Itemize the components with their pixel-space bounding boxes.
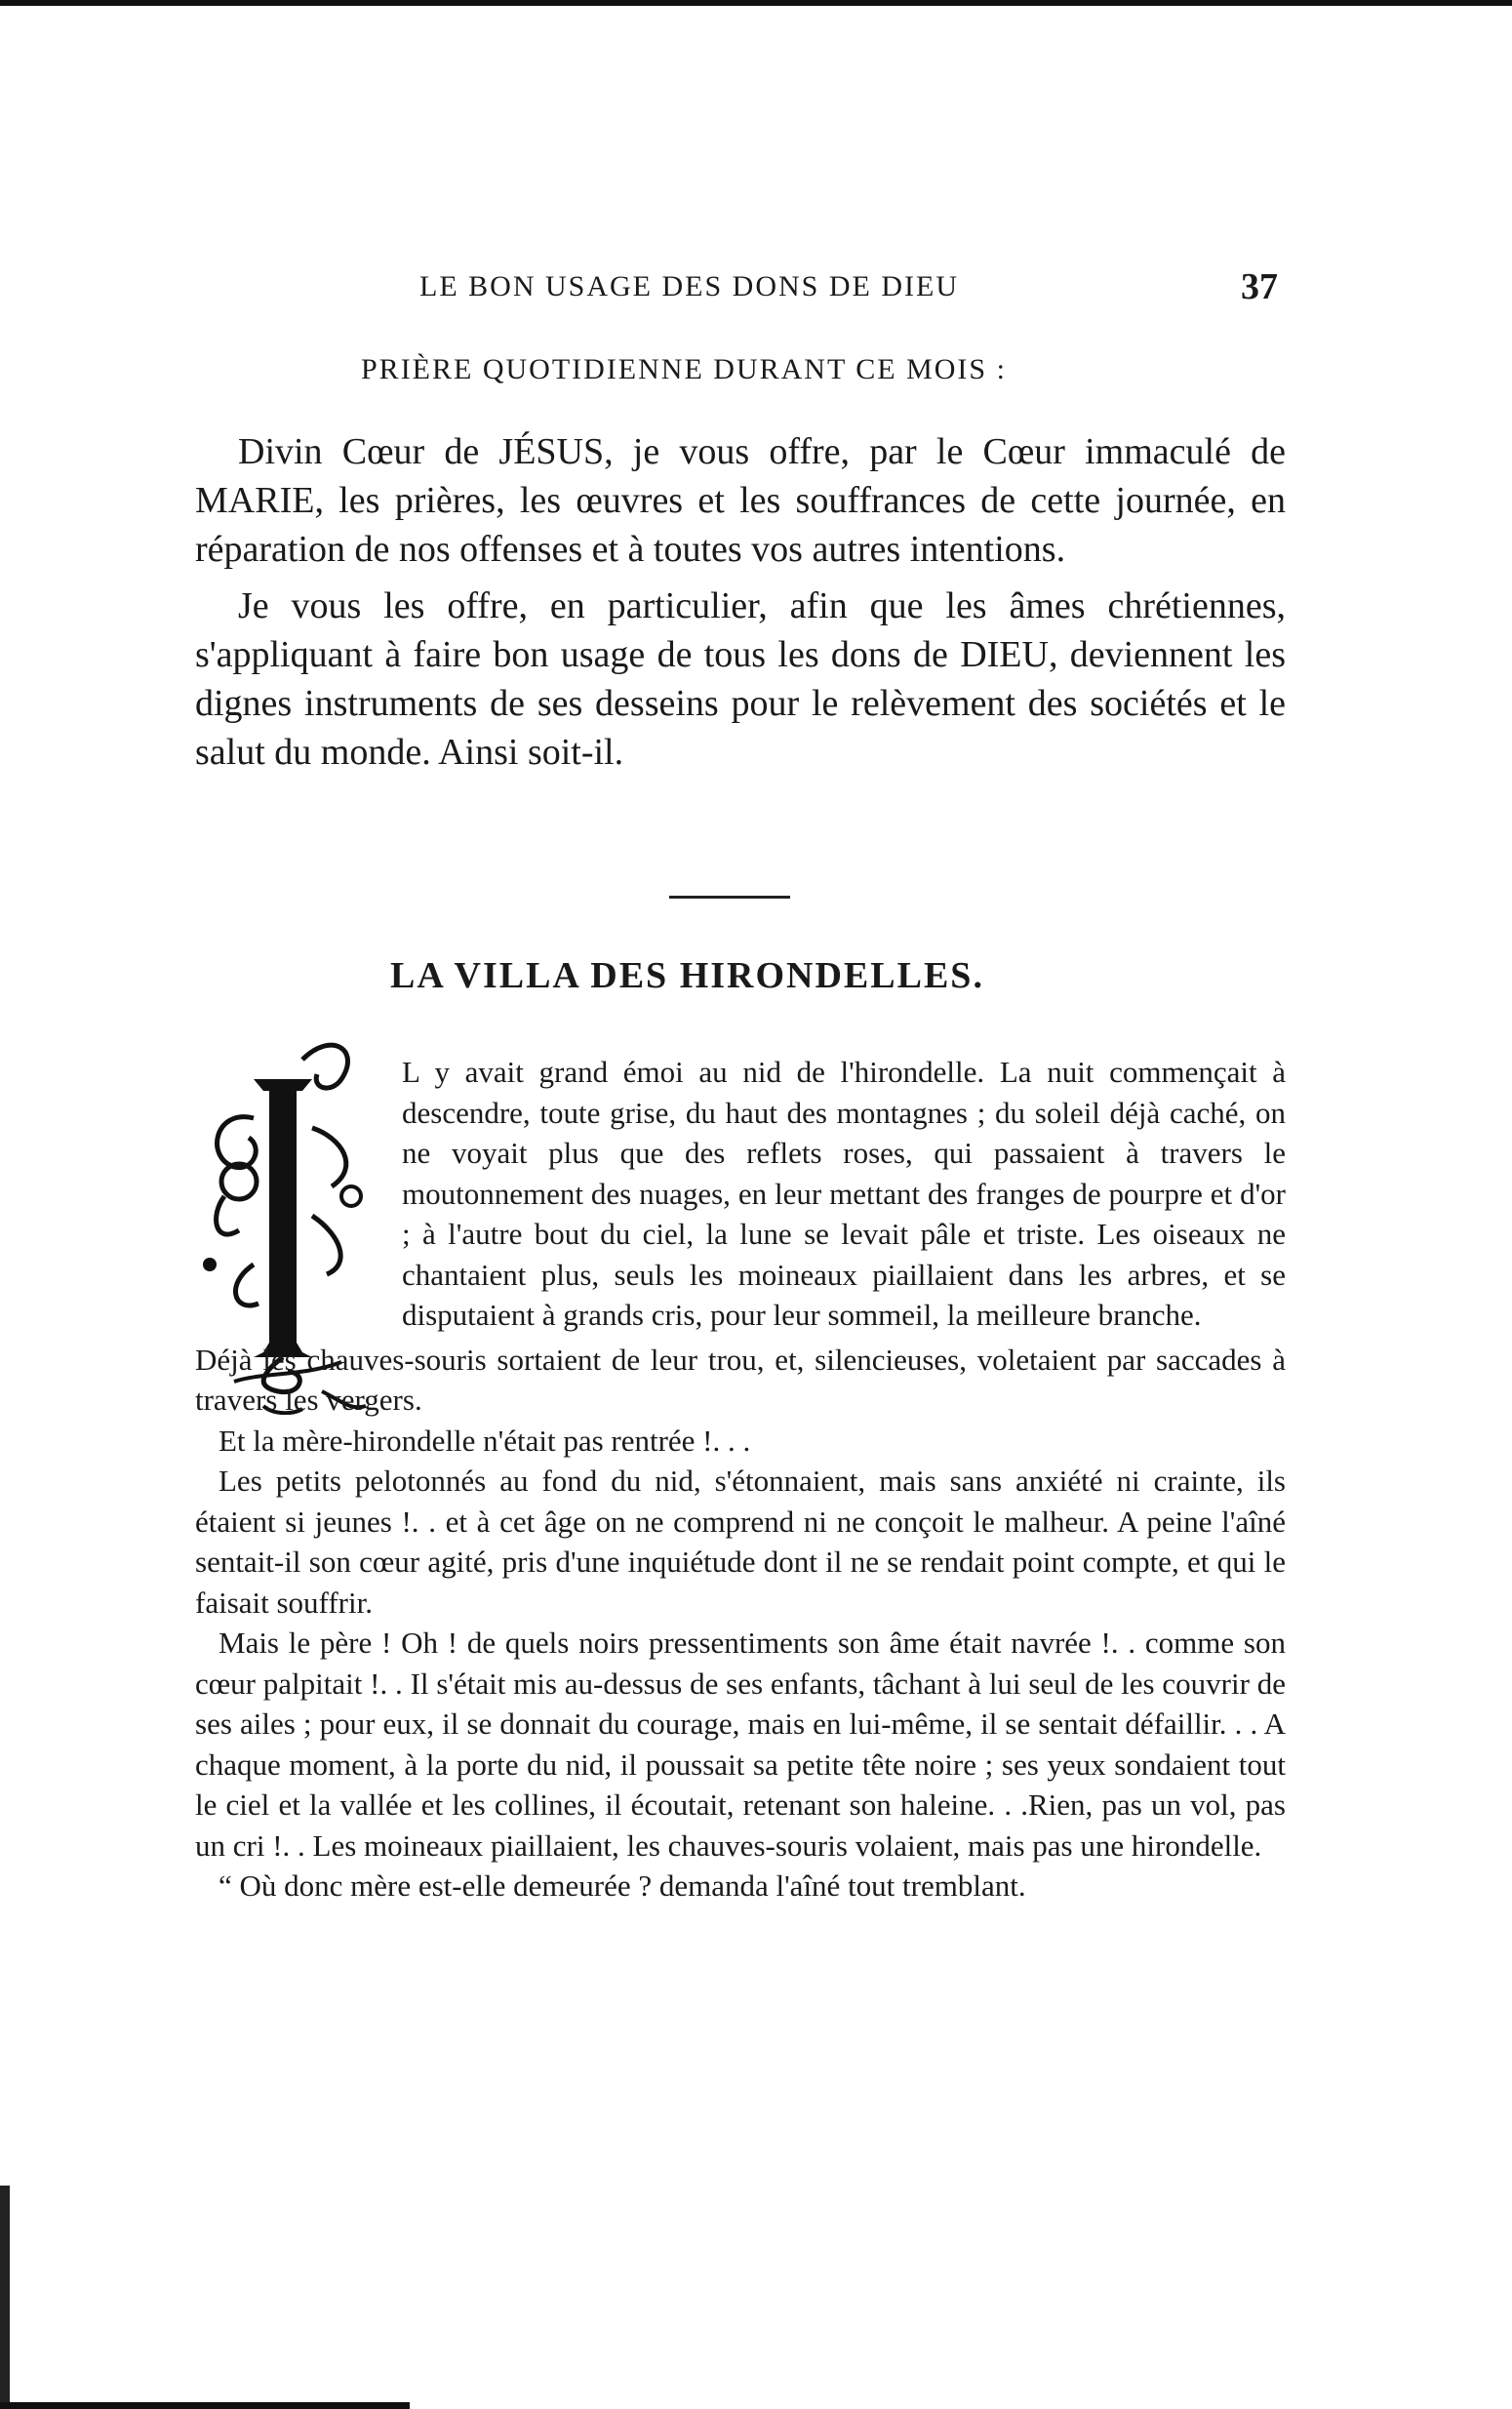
running-header-title: LE BON USAGE DES DONS DE DIEU (419, 270, 959, 302)
section-title: LA VILLA DES HIRONDELLES. (390, 955, 984, 996)
story-paragraph-1-tail: Déjà les chauves-souris sortaient de leur trou, et, silencieuses, voletaient par saccades à travers les vergers. (195, 1342, 1286, 1417)
story-paragraph-2: Et la mère-hirondelle n'était pas rentrée !. . . (219, 1423, 751, 1458)
story-text (195, 1052, 1286, 1907)
section-divider (669, 896, 790, 899)
prayer-block (195, 427, 1286, 777)
prayer-paragraph-1: Divin Cœur de JÉSUS, je vous offre, par le Cœur immaculé de MARIE, les prières, les œuvres et les souffrances de cette journée, en réparation de nos offenses et à toutes vos autres intentions. (195, 431, 1286, 570)
prayer-heading: PRIÈRE QUOTIDIENNE DURANT CE MOIS : (361, 353, 1007, 385)
prayer-paragraph-2: Je vous les offre, en particulier, afin que les âmes chrétiennes, s'appliquant à faire bon usage de tous les dons de DIEU, deviennent les dignes instruments de ses desseins pour le relèvement des sociétés et le salut du monde. Ainsi soit-il. (195, 585, 1286, 773)
story-paragraph-3: Les petits pelotonnés au fond du nid, s'étonnaient, mais sans anxiété ni crainte, ils étaient si jeunes !. . et à cet âge on ne comprend ni ne conçoit le malheur. A peine l'aîné sentait-il son cœur agité, pris d'une inquiétude dont il ne se rendait point compte, et qui le faisait souffrir. (195, 1464, 1286, 1620)
story-paragraph-4: Mais le père ! Oh ! de quels noirs pressentiments son âme était navrée !. . comme son cœur palpitait !. . Il s'était mis au-dessus de ses enfants, tâchant à lui seul de les couvrir de ses ailes ; pour eux, il se donnait du courage, mais en lui-même, il se sentait défaillir. . . A chaque moment, à la porte du nid, il poussait sa petite tête noire ; ses yeux sondaient tout le ciel et la vallée et les collines, il écoutait, retenant son haleine. . .Rien, pas un vol, pas un cri !. . Les moineaux piaillaient, les chauves-souris volaient, mais pas une hirondelle. (195, 1626, 1286, 1863)
story-paragraph-1: L y avait grand émoi au nid de l'hirondelle. La nuit commençait à descendre, toute grise, du haut des montagnes ; du soleil déjà caché, on ne voyait plus que des reflets roses, qui passaient à travers le moutonnement des nuages, en leur mettant des franges de pourpre et d'or ; à l'autre bout du ciel, la lune se levait pâle et triste. Les oiseaux ne chantaient plus, seuls les moineaux piaillaient dans les arbres, et se disputaient à grands cris, pour leur sommeil, la meilleure branche. (402, 1055, 1286, 1332)
page-edge-shadow (0, 2186, 10, 2409)
page-number: 37 (1241, 266, 1278, 307)
story-paragraph-5: “ Où donc mère est-elle demeurée ? demanda l'aîné tout tremblant. (219, 1868, 1026, 1903)
top-border-rule (0, 0, 1512, 6)
bottom-border-rule (0, 2402, 410, 2409)
